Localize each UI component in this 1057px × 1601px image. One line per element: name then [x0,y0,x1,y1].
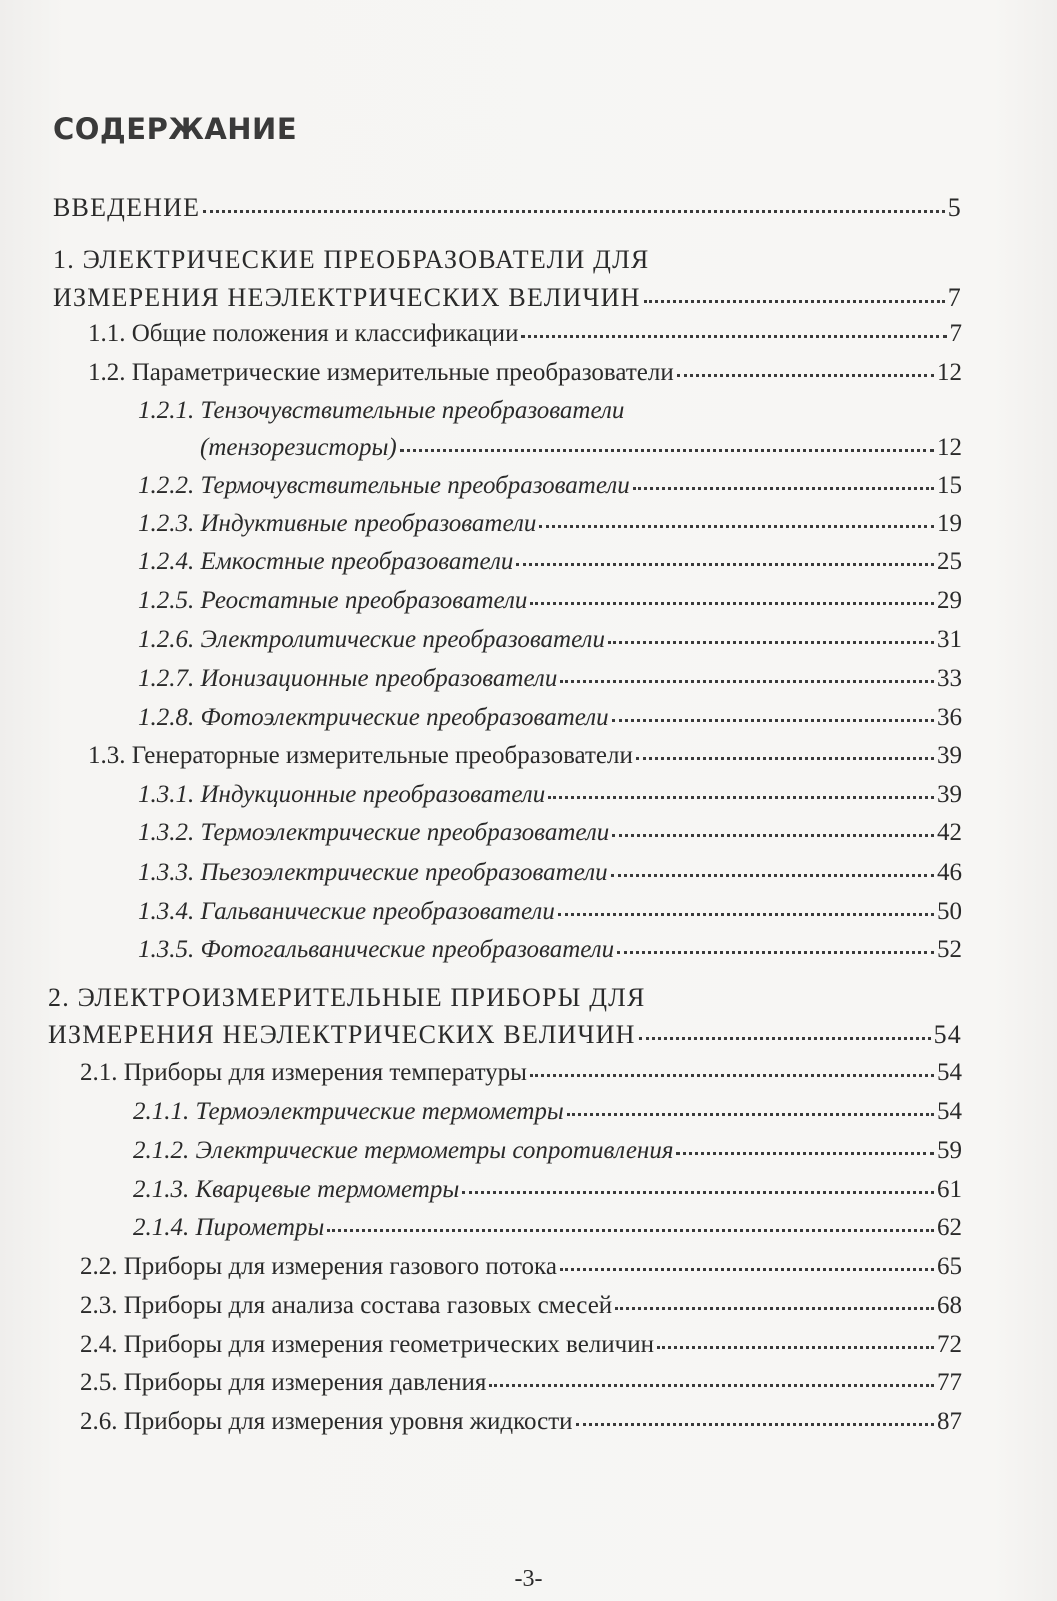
toc-entry[interactable] [80,1330,962,1360]
toc-entry-page: 68 [937,1292,962,1319]
dot-leader [521,335,946,338]
toc-entry-title-line1: 2. ЭЛЕКТРОИЗМЕРИТЕЛЬНЫЕ ПРИБОРЫ ДЛЯ [48,983,646,1012]
toc-entry-title: ИЗМЕРЕНИЯ НЕЭЛЕКТРИЧЕСКИХ ВЕЛИЧИН [53,283,641,312]
toc-entry[interactable] [138,935,962,965]
toc-entry[interactable] [88,319,962,349]
toc-entry[interactable] [48,1020,962,1050]
toc-entry-page: 31 [937,626,962,653]
toc-entry-title: 1.3.2. Термоэлектрические преобразователи [138,819,610,846]
toc-entry-title: 1.2.5. Реостатные преобразователи [138,587,528,614]
toc-entry-title: ВВЕДЕНИЕ [53,193,201,222]
dot-leader [400,449,934,452]
toc-entry-page: 39 [937,742,962,769]
toc-entry-page: 12 [937,434,962,461]
toc-entry-title: 2.2. Приборы для измерения газового потока [80,1253,557,1280]
toc-entry-title: 1.3.1. Индукционные преобразователи [138,781,546,808]
dot-leader [567,1113,934,1116]
toc-entry-title: 2.1.2. Электрические термометры сопротивления [133,1137,674,1164]
dot-leader [644,300,945,303]
toc-entry-page: 12 [937,359,962,386]
dot-leader [676,1152,934,1155]
toc-entry-title: 2.1. Приборы для измерения температуры [80,1059,527,1086]
toc-entry[interactable] [53,193,962,223]
toc-entry-page: 46 [937,859,962,886]
toc-entry-title: 1.1. Общие положения и классификации [88,320,519,347]
toc-entry-title: 1.2.2. Термочувствительные преобразователи [138,472,630,499]
toc-entry-title: 2.1.1. Термоэлектрические термометры [133,1098,564,1125]
toc-entry-title: (тензорезисторы) [200,434,397,461]
toc-entry-page: 62 [937,1214,962,1241]
toc-entry-title: 1.2.4. Емкостные преобразователи [138,548,514,575]
dot-leader [611,874,934,877]
toc-entry-page: 7 [949,320,962,347]
toc-entry-title: 2.5. Приборы для измерения давления [80,1369,487,1396]
toc-entry-title: 2.1.4. Пирометры [133,1214,325,1241]
toc-entry[interactable] [53,283,962,313]
toc-entry[interactable] [80,1407,962,1437]
toc-entry[interactable] [88,741,962,771]
dot-leader [636,757,934,760]
toc-entry[interactable] [80,1058,962,1088]
toc-entry[interactable] [80,1368,962,1398]
toc-entry-page: 59 [937,1137,962,1164]
dot-leader [203,210,945,213]
toc-entry-page: 29 [937,587,962,614]
toc-entry[interactable] [138,703,962,733]
toc-entry[interactable] [138,586,962,616]
toc-entry[interactable] [138,625,962,655]
toc-entry-page: 54 [933,1020,962,1049]
toc-entry-title: 1.3. Генераторные измерительные преобразователи [88,742,633,769]
dot-leader [576,1423,934,1426]
dot-leader [617,951,934,954]
toc-entry-page: 25 [937,548,962,575]
toc-entry[interactable] [133,1213,962,1243]
toc-entry-page: 7 [947,283,962,312]
toc-entry-title: 2.4. Приборы для измерения геометрических величин [80,1331,654,1358]
dot-leader [489,1384,934,1387]
toc-entry-page: 72 [937,1331,962,1358]
toc-entry-page: 33 [937,665,962,692]
toc-entry-title: 2.6. Приборы для измерения уровня жидкости [80,1408,573,1435]
dot-leader [327,1229,934,1232]
toc-entry-page: 87 [937,1408,962,1435]
dot-leader [558,913,934,916]
page-number: -3- [514,1566,543,1592]
toc-entry-page: 39 [937,781,962,808]
dot-leader [530,1074,934,1077]
toc-entry[interactable] [133,1097,962,1127]
toc-entry-page: 61 [937,1176,962,1203]
dot-leader [530,602,934,605]
toc-entry-title: 1.3.4. Гальванические преобразователи [138,898,555,925]
toc-entry-page: 52 [937,936,962,963]
toc-entry[interactable] [138,509,962,539]
toc-entry[interactable] [88,358,962,388]
toc-entry[interactable] [138,818,962,848]
toc-entry-page: 36 [937,704,962,731]
toc-entry-title-line1: 1. ЭЛЕКТРИЧЕСКИЕ ПРЕОБРАЗОВАТЕЛИ ДЛЯ [53,245,650,274]
dot-leader [560,1268,934,1271]
toc-entry[interactable] [200,433,962,463]
dot-leader [677,374,934,377]
toc-entry-title: 1.2.7. Ионизационные преобразователи [138,665,558,692]
toc-entry-title: 2.1.3. Кварцевые термометры [133,1176,460,1203]
toc-entry-page: 19 [937,510,962,537]
dot-leader [657,1346,934,1349]
toc-heading: СОДЕРЖАНИЕ [53,112,298,146]
toc-entry[interactable] [138,547,962,577]
toc-entry[interactable] [138,471,962,501]
dot-leader [560,680,934,683]
toc-entry[interactable] [80,1252,962,1282]
toc-entry-title: 1.2.6. Электролитические преобразователи [138,626,605,653]
dot-leader [516,563,934,566]
toc-entry-page: 65 [937,1253,962,1280]
toc-entry[interactable] [138,664,962,694]
dot-leader [462,1191,934,1194]
toc-entry-page: 5 [947,193,962,222]
toc-entry-title: ИЗМЕРЕНИЯ НЕЭЛЕКТРИЧЕСКИХ ВЕЛИЧИН [48,1020,636,1049]
dot-leader [612,719,934,722]
dot-leader [639,1037,931,1040]
toc-entry[interactable] [138,897,962,927]
dot-leader [615,1307,934,1310]
toc-entry-title: 1.2. Параметрические измерительные преобразователи [88,359,674,386]
dot-leader [612,834,934,837]
toc-entry-title: 1.2.3. Индуктивные преобразователи [138,510,537,537]
dot-leader [539,525,934,528]
dot-leader [633,487,934,490]
toc-entry-title: 2.3. Приборы для анализа состава газовых смесей [80,1292,613,1319]
toc-entry[interactable] [80,1291,962,1321]
toc-entry-page: 42 [937,819,962,846]
toc-entry[interactable] [133,1136,962,1166]
toc-entry-page: 15 [937,472,962,499]
dot-leader [608,641,934,644]
toc-entry[interactable] [133,1175,962,1205]
toc-entry-title: 1.3.3. Пьезоэлектрические преобразователи [138,859,608,886]
toc-entry-title: 1.3.5. Фотогальванические преобразователи [138,936,615,963]
toc-entry[interactable] [138,858,962,888]
dot-leader [548,796,934,799]
toc-entry-page: 54 [937,1098,962,1125]
toc-entry-page: 50 [937,898,962,925]
toc-entry-page: 54 [937,1059,962,1086]
toc-entry-title-line1: 1.2.1. Тензочувствительные преобразователи [138,397,625,424]
toc-entry-title: 1.2.8. Фотоэлектрические преобразователи [138,704,609,731]
toc-entry-page: 77 [937,1369,962,1396]
toc-entry[interactable] [138,780,962,810]
